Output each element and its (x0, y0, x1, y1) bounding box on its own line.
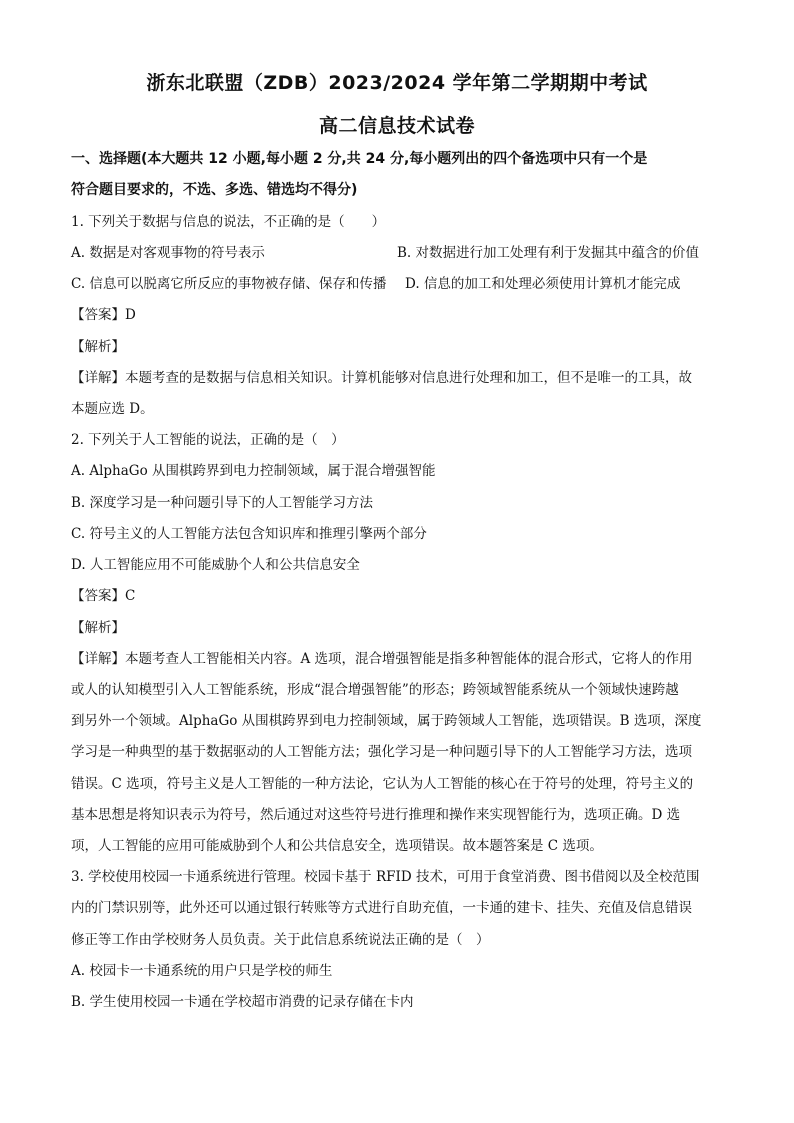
section-heading-line1: 一、选择题(本大题共 12 小题,每小题 2 分,共 24 分,每小题列出的四个备选项中只有一个是 (71, 151, 648, 167)
q1-option-b: B. 对数据进行加工处理有利于发掘其中蕴含的价值 (397, 245, 700, 261)
q1-analysis-label: 【解析】 (71, 339, 125, 355)
exam-title: 浙东北联盟（ZDB）2023/2024 学年第二学期期中考试 (146, 72, 648, 94)
q1-stem: 1. 下列关于数据与信息的说法，不正确的是（ ） (71, 214, 386, 230)
q1-detail-line2: 本题应选 D。 (71, 401, 154, 417)
q2-option-d: D. 人工智能应用不可能威胁个人和公共信息安全 (71, 557, 360, 573)
q3-option-b: B. 学生使用校园一卡通在学校超市消费的记录存储在卡内 (71, 994, 414, 1010)
q3-option-a: A. 校园卡一卡通系统的用户只是学校的师生 (71, 963, 333, 979)
section-heading-line2: 符合题目要求的，不选、多选、错选均不得分) (71, 182, 358, 198)
q2-detail-line: 错误。C 选项，符号主义是人工智能的一种方法论，它认为人工智能的核心在于符号的处理，符号主义的 (71, 776, 694, 792)
q3-stem-line: 修正等工作由学校财务人员负责。关于此信息系统说法正确的是（ ） (71, 932, 490, 948)
q1-option-d: D. 信息的加工和处理必须使用计算机才能完成 (405, 276, 681, 292)
q2-option-c: C. 符号主义的人工智能方法包含知识库和推理引擎两个部分 (71, 526, 427, 542)
q3-stem-line: 内的门禁识别等，此外还可以通过银行转账等方式进行自助充值，一卡通的建卡、挂失、充值及信息错误 (71, 900, 692, 916)
q1-option-a: A. 数据是对客观事物的符号表示 (71, 245, 265, 261)
q2-detail-line: 学习是一种典型的基于数据驱动的人工智能方法；强化学习是一种问题引导下的人工智能学习方法，选项 (71, 744, 692, 760)
q2-option-b: B. 深度学习是一种问题引导下的人工智能学习方法 (71, 495, 374, 511)
q3-stem-line: 3. 学校使用校园一卡通系统进行管理。校园卡基于 RFID 技术，可用于食堂消费、图书借阅以及全校范围 (71, 869, 700, 885)
q2-detail-line: 基本思想是将知识表示为符号，然后通过对这些符号进行推理和操作来实现智能行为，选项正确。D 选 (71, 807, 681, 823)
q1-answer: 【答案】D (71, 307, 136, 323)
q1-option-c: C. 信息可以脱离它所反应的事物被存储、保存和传播 (71, 276, 387, 292)
q2-analysis-label: 【解析】 (71, 620, 125, 636)
exam-subtitle: 高二信息技术试卷 (318, 115, 475, 137)
q2-detail-line: 项，人工智能的应用可能威胁到个人和公共信息安全，选项错误。故本题答案是 C 选项。 (71, 838, 603, 854)
q2-detail-line: 或人的认知模型引入人工智能系统，形成“混合增强智能”的形态；跨领域智能系统从一个领域快速跨越 (71, 682, 679, 698)
q1-detail-line1: 【详解】本题考查的是数据与信息相关知识。计算机能够对信息进行处理和加工，但不是唯一的工具，故 (71, 370, 692, 386)
q2-detail-line: 到另外一个领域。AlphaGo 从围棋跨界到电力控制领域，属于跨领域人工智能，选项错误。B 选项，深度 (71, 713, 702, 729)
q2-option-a: A. AlphaGo 从围棋跨界到电力控制领域，属于混合增强智能 (71, 463, 436, 479)
q2-answer: 【答案】C (71, 588, 136, 604)
q2-stem: 2. 下列关于人工智能的说法，正确的是（ ） (71, 432, 345, 448)
q2-detail-line: 【详解】本题考查人工智能相关内容。A 选项，混合增强智能是指多种智能体的混合形式，它将人的作用 (71, 651, 693, 667)
